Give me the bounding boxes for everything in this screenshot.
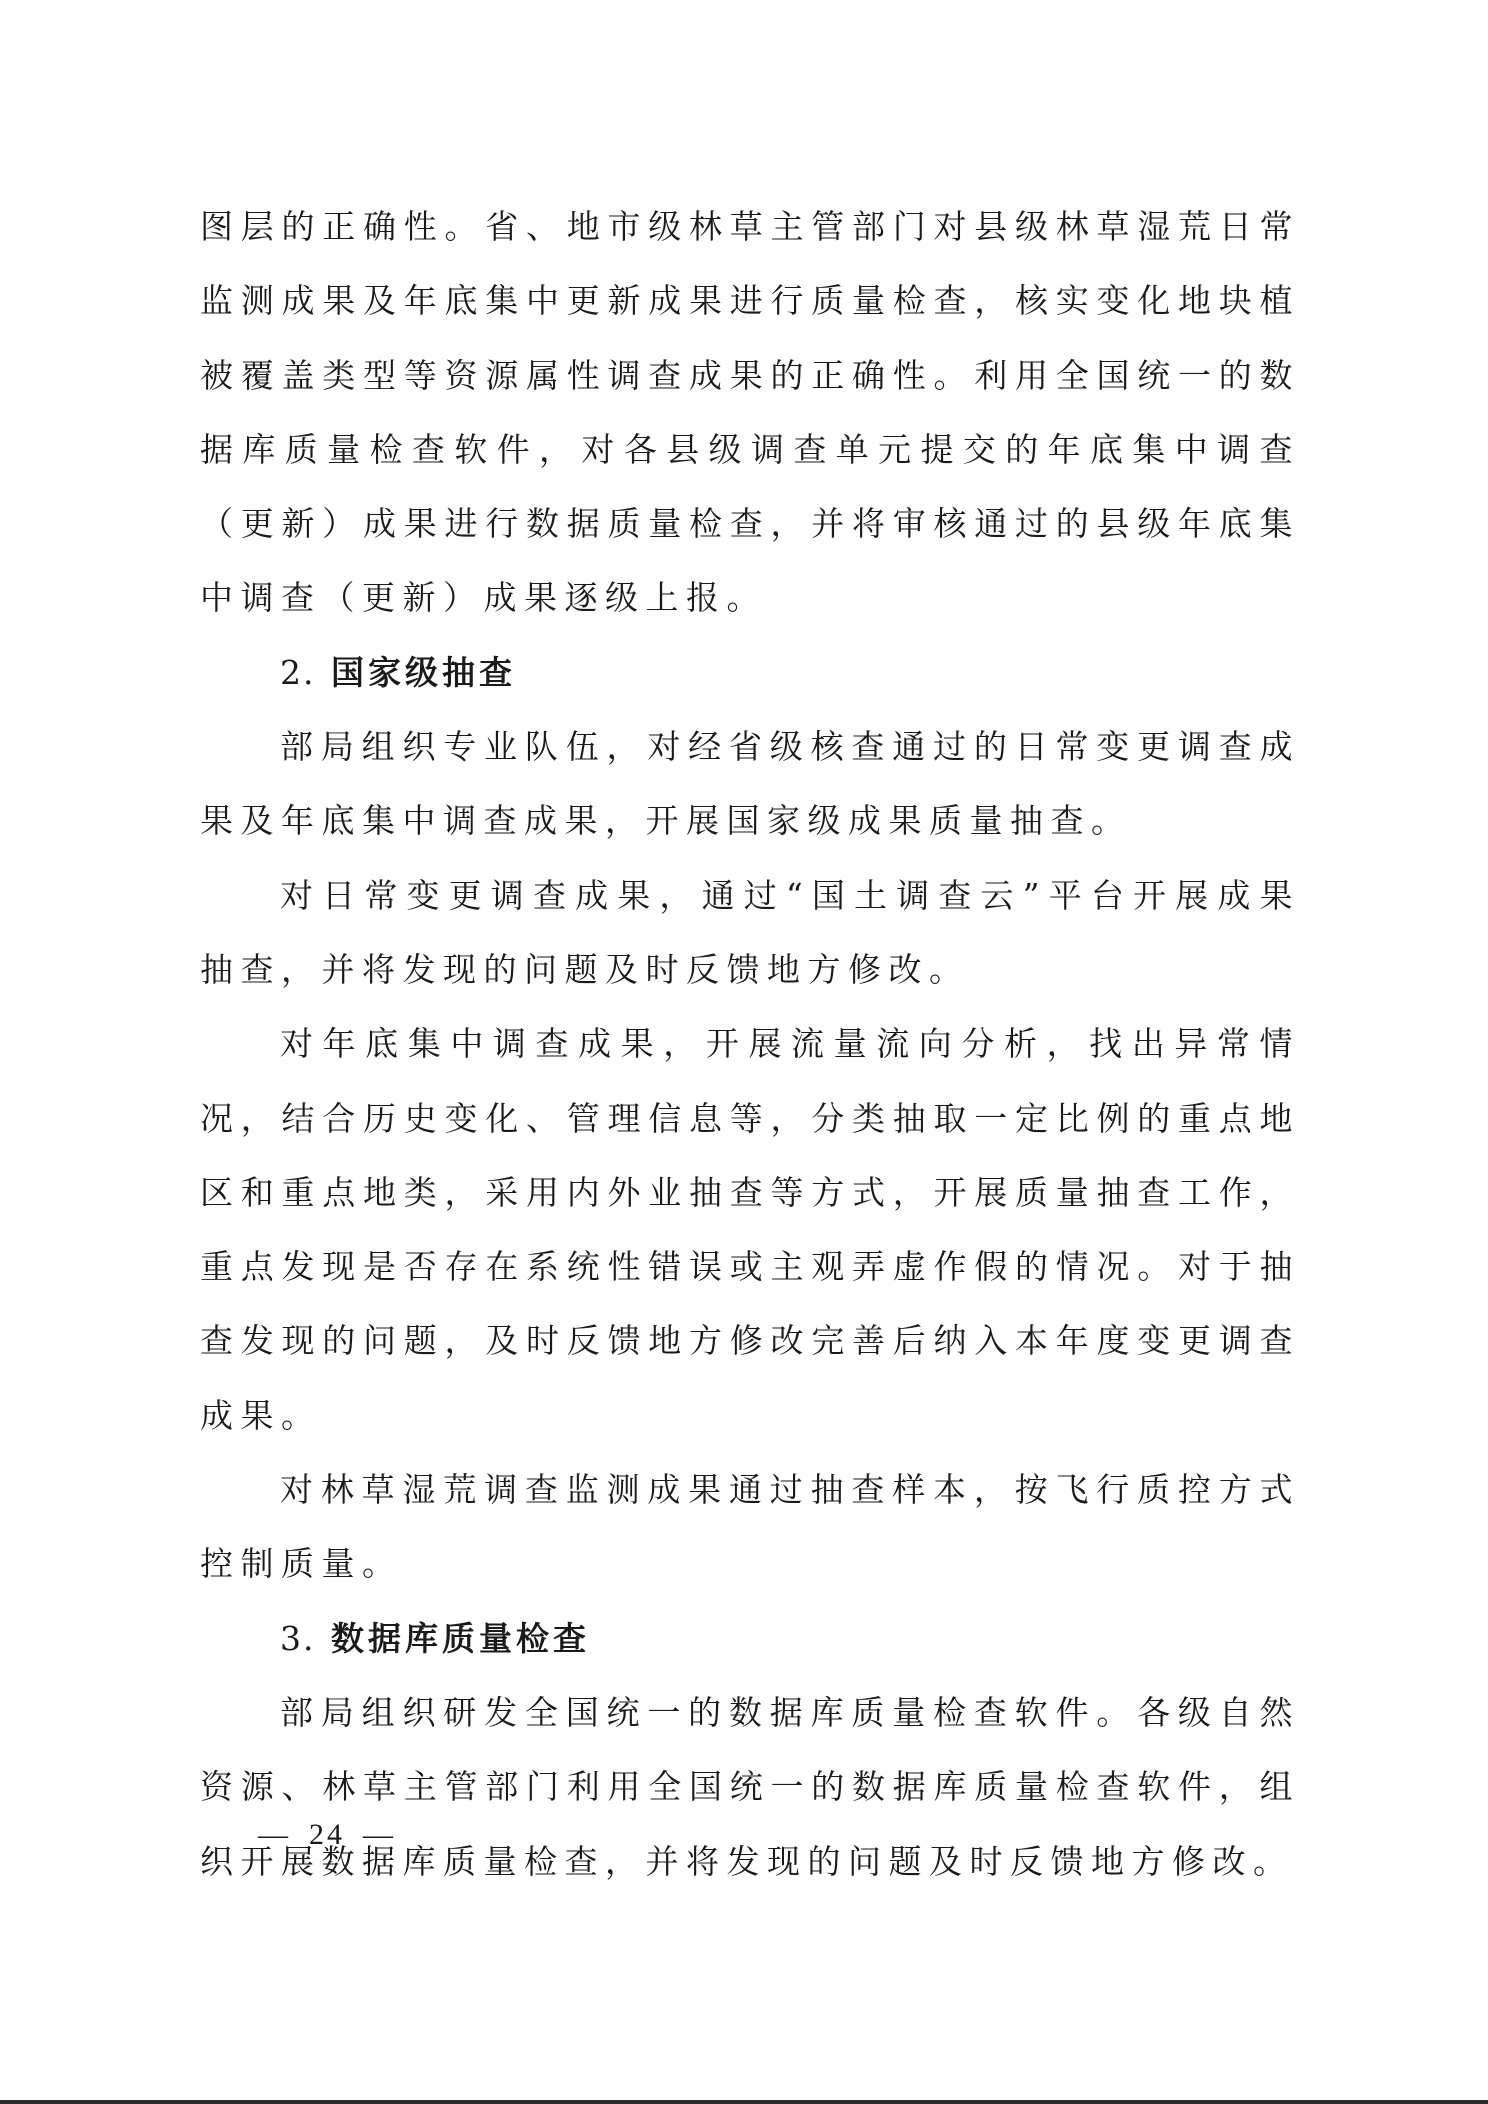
footer-dash-right: — <box>363 1818 396 1851</box>
heading-number: 2. <box>280 652 316 692</box>
heading-title: 数据库质量检查 <box>331 1618 590 1658</box>
paragraph-year-end-survey: 对年底集中调查成果，开展流量流向分析，找出异常情况，结合历史变化、管理信息等，分类抽取一定比例的重点地区和重点地类，采用内外业抽查等方式，开展质量抽查工作，重点发现是否存在系统性错误或主观弄虚作假的情况。对于抽查发现的问题，及时反馈地方修改完善后纳入本年度变更调查成果。 <box>200 1024 1300 1435</box>
page-number: 24 <box>309 1818 345 1851</box>
heading-number: 3. <box>280 1618 316 1658</box>
paragraph-database-check: 部局组织研发全国统一的数据库质量检查软件。各级自然资源、林草主管部门利用全国统一的数据库质量检查软件，组织开展数据库质量检查，并将发现的问题及时反馈地方修改。 <box>200 1692 1300 1881</box>
page-footer <box>240 1818 414 1852</box>
heading-title: 国家级抽查 <box>331 652 516 692</box>
document-page <box>200 190 1300 1899</box>
paragraph-forest-grass-monitoring: 对林草湿荒调查监测成果通过抽查样本，按飞行质控方式控制质量。 <box>200 1470 1300 1584</box>
paragraph-continuation: 图层的正确性。省、地市级林草主管部门对县级林草湿荒日常监测成果及年底集中更新成果进行质量检查，核实变化地块植被覆盖类型等资源属性调查成果的正确性。利用全国统一的数据库质量检查软件，对各县级调查单元提交的年底集中调查（更新）成果进行数据质量检查，并将审核通过的县级年底集中调查（更新）成果逐级上报。 <box>200 207 1300 618</box>
section-heading-national-spot-check <box>200 636 1300 710</box>
section-heading-database-quality-check <box>200 1602 1300 1676</box>
scan-bottom-edge <box>0 2100 1488 2104</box>
paragraph-national-check-intro: 部局组织专业队伍，对经省级核查通过的日常变更调查成果及年底集中调查成果，开展国家级成果质量抽查。 <box>200 727 1300 841</box>
paragraph-daily-change-survey: 对日常变更调查成果，通过“国土调查云”平台开展成果抽查，并将发现的问题及时反馈地方修改。 <box>200 875 1300 989</box>
footer-dash-left: — <box>258 1818 291 1851</box>
